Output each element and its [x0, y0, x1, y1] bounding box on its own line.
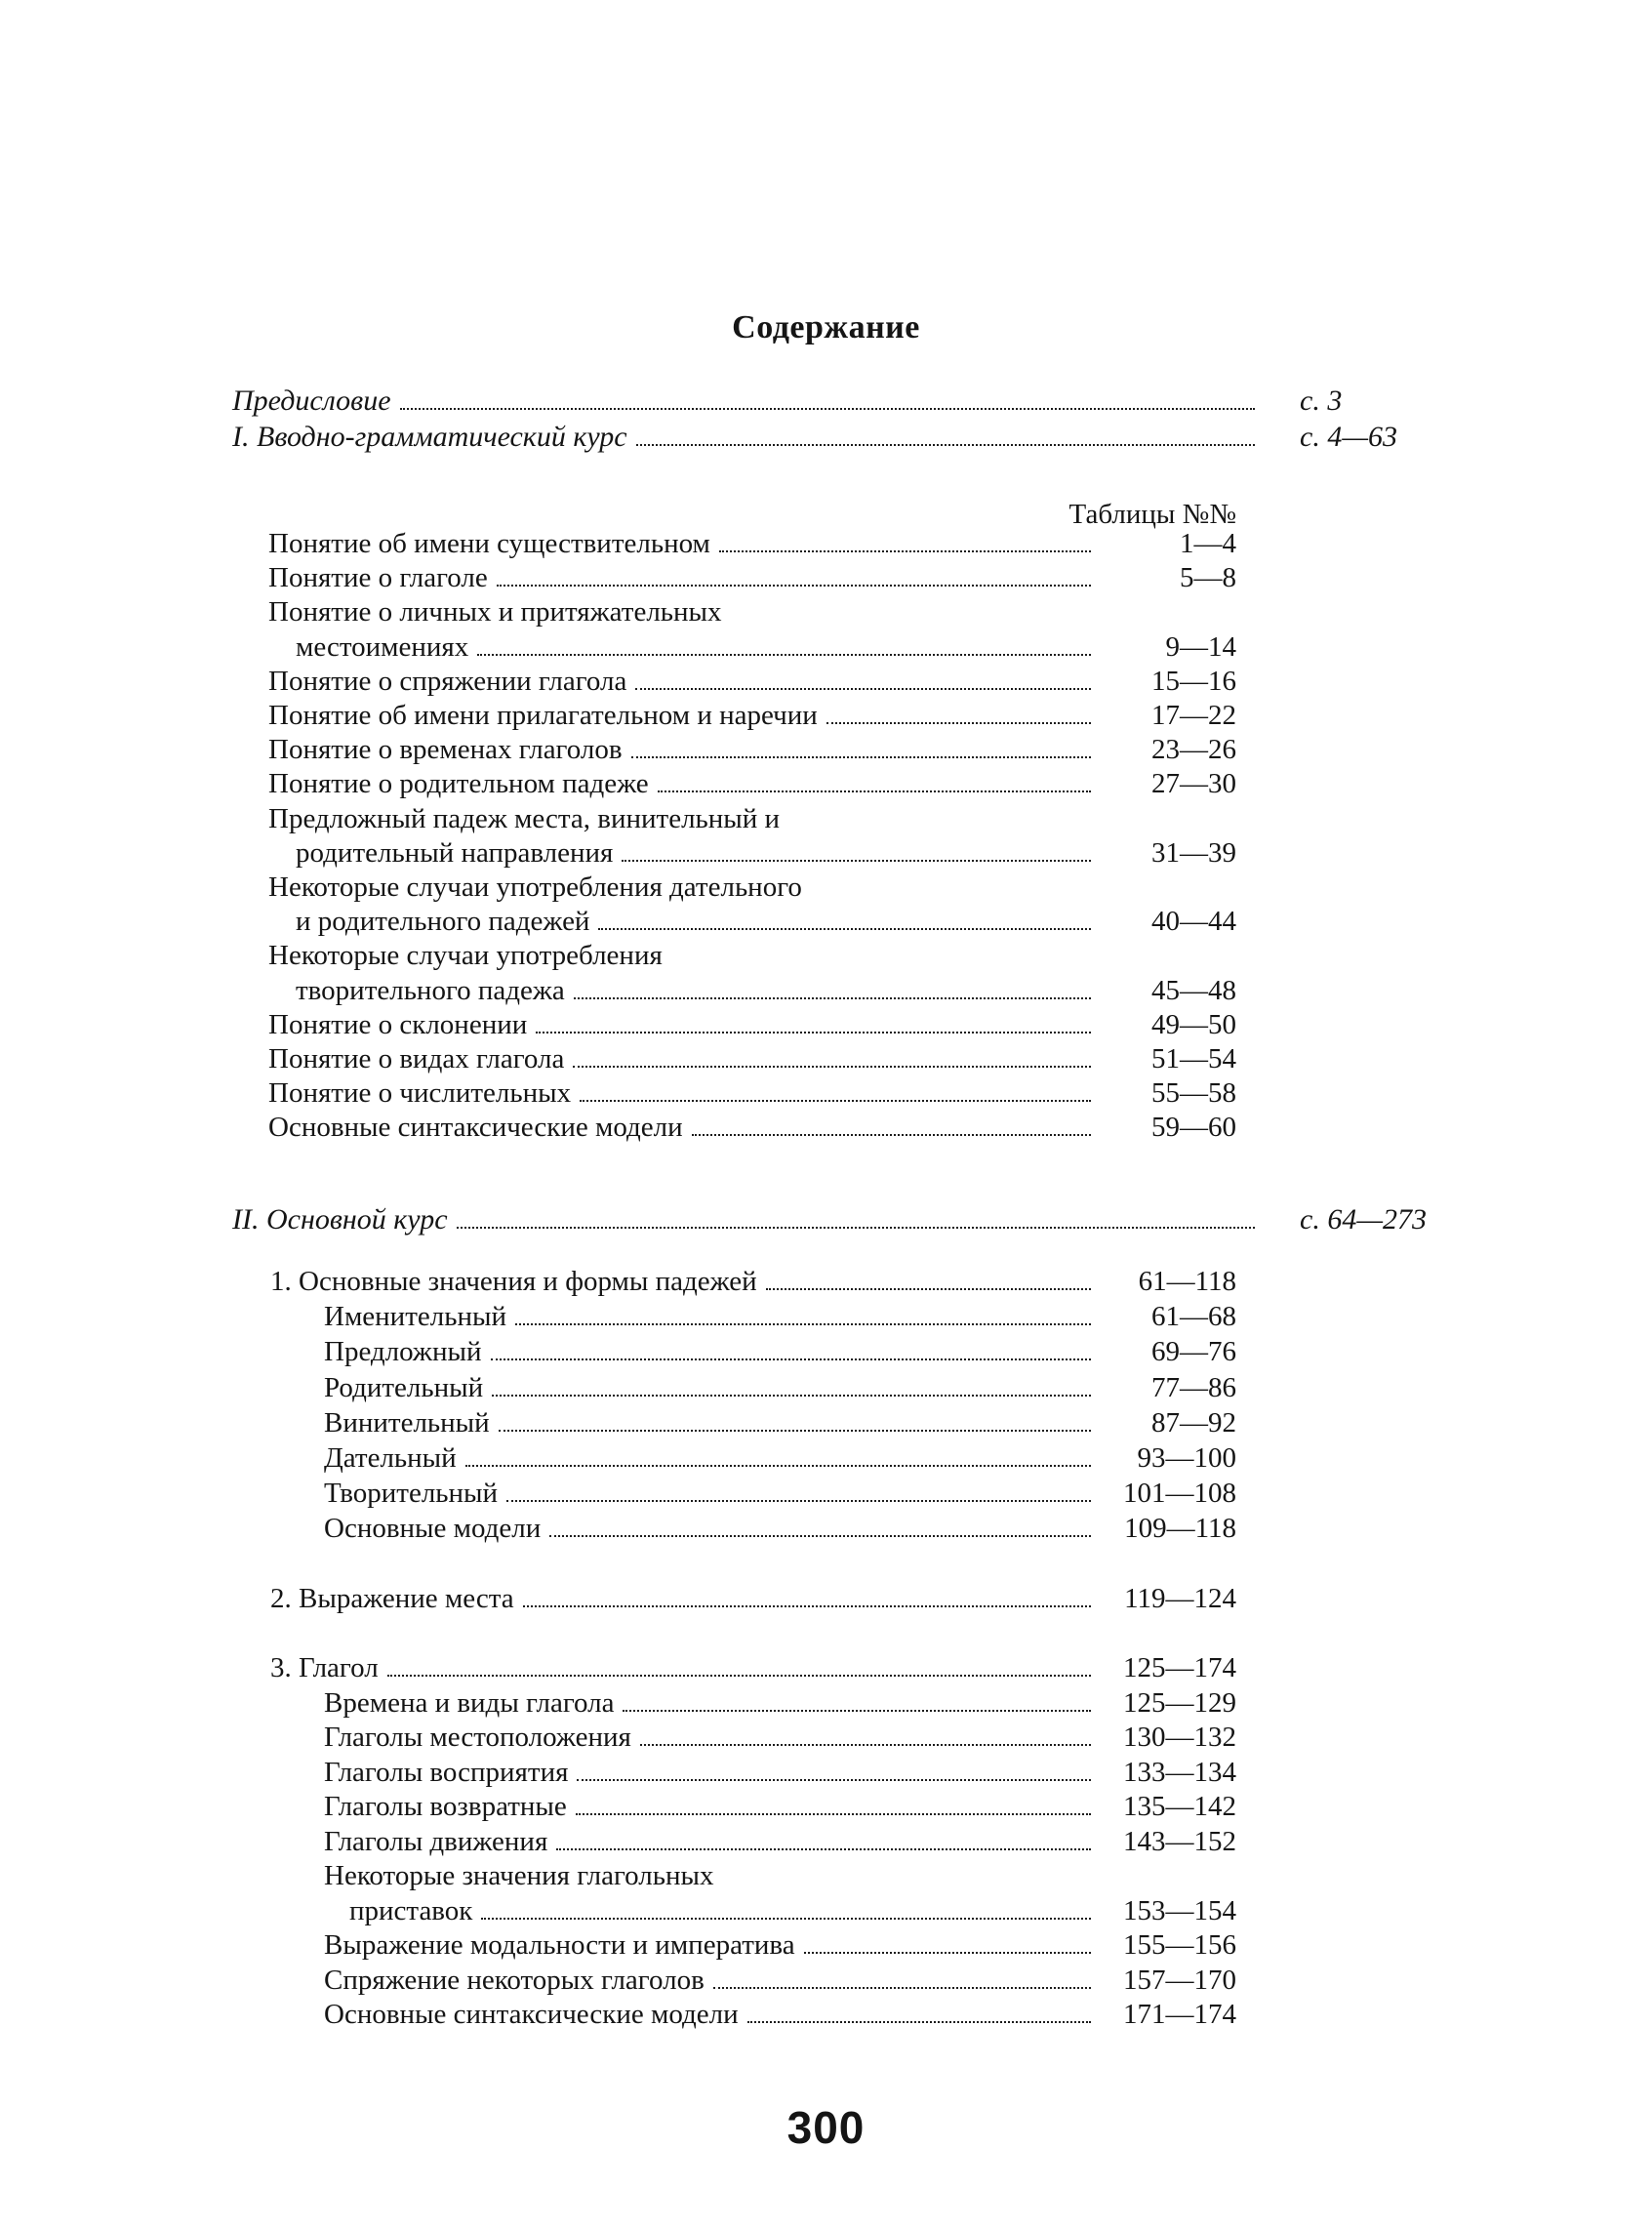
toc-row [0, 1476, 1236, 1511]
dot-leader [573, 1066, 1091, 1068]
dot-leader [640, 1744, 1091, 1746]
table-range: 143—152 [1123, 1825, 1236, 1857]
dot-leader [477, 654, 1091, 656]
toc-row-wrap [0, 595, 1236, 629]
table-range: 101—108 [1123, 1478, 1236, 1510]
toc-entry-label: Предисловие [232, 385, 391, 417]
toc-entry-label: творительного падежа [296, 974, 565, 1006]
intro-block [0, 383, 1652, 455]
toc-entry-label: Глаголы движения [324, 1825, 548, 1857]
toc-row [0, 1825, 1236, 1860]
dot-leader [481, 1918, 1091, 1920]
dot-leader [499, 1430, 1091, 1432]
toc-row [0, 1264, 1236, 1299]
table-range: 31—39 [1151, 836, 1236, 869]
table-range: 59—60 [1151, 1112, 1236, 1144]
dot-leader [577, 1779, 1091, 1781]
toc-entry-label: Основные синтаксические модели [324, 1999, 739, 2030]
toc-row [0, 905, 1236, 939]
toc-row [0, 767, 1236, 801]
toc-row [0, 1686, 1236, 1722]
page-ref: с. 3 [1300, 385, 1343, 417]
dot-leader [766, 1288, 1091, 1290]
toc-entry-label: Творительный [324, 1478, 499, 1510]
toc-entry-label: I. Вводно-грамматический курс [232, 421, 627, 453]
toc-row [0, 699, 1236, 733]
toc-entry-label: Понятие о личных и притяжательных [268, 596, 722, 628]
toc-entry-label: Глаголы местоположения [324, 1722, 631, 1753]
toc-entry-label: 1. Основные значения и формы падежей [270, 1266, 757, 1297]
part1-entries [0, 527, 1652, 1146]
toc-row [0, 1998, 1236, 2033]
dot-leader [576, 1813, 1091, 1815]
table-range: 61—68 [1151, 1301, 1236, 1333]
dot-leader [536, 1032, 1091, 1033]
dot-leader [574, 997, 1091, 999]
dot-leader [719, 550, 1091, 552]
table-range: 9—14 [1165, 630, 1236, 663]
dot-leader [556, 1848, 1091, 1850]
page-title: Содержание [732, 309, 920, 345]
toc-row-part2 [0, 1202, 1427, 1237]
dot-leader [580, 1100, 1091, 1102]
dot-leader [492, 1395, 1091, 1397]
toc-entry-label: Понятие о склонении [268, 1008, 528, 1040]
toc-entry-label: Времена и виды глагола [324, 1686, 615, 1719]
dot-leader [636, 444, 1255, 446]
table-range: 157—170 [1123, 1964, 1236, 1996]
toc-row [0, 665, 1236, 699]
table-range: 155—156 [1123, 1929, 1236, 1961]
toc-entry-label: Основные синтаксические модели [268, 1112, 683, 1144]
table-range: 171—174 [1123, 1999, 1236, 2030]
toc-row [0, 1076, 1236, 1111]
dot-leader [515, 1323, 1091, 1325]
table-range: 5—8 [1180, 562, 1236, 594]
table-range: 93—100 [1137, 1442, 1236, 1475]
toc-row [0, 1790, 1236, 1825]
dot-leader [497, 585, 1091, 587]
table-range: 23—26 [1151, 734, 1236, 766]
table-range: 130—132 [1123, 1722, 1236, 1753]
dot-leader [549, 1535, 1091, 1537]
toc-entry-label: Глаголы возвратные [324, 1791, 567, 1822]
toc-row [0, 1756, 1236, 1791]
toc-row-wrap [0, 802, 1236, 836]
table-range: 27—30 [1151, 768, 1236, 800]
dot-leader [491, 1358, 1092, 1360]
toc-row [0, 1440, 1236, 1476]
page-ref: с. 4—63 [1300, 421, 1397, 453]
page-ref: с. 64—273 [1300, 1203, 1427, 1236]
toc-entry-label: Понятие о родительном падеже [268, 768, 649, 800]
dot-leader [622, 860, 1091, 862]
table-range: 61—118 [1138, 1266, 1236, 1297]
dot-leader [623, 1710, 1091, 1712]
toc-row [0, 1894, 1236, 1929]
part2-group2 [0, 1581, 1652, 1616]
toc-entry-label: Понятие об имени существительном [268, 528, 710, 559]
toc-entry-label: Родительный [324, 1371, 484, 1403]
table-range: 1—4 [1180, 528, 1236, 559]
toc-row [0, 527, 1236, 561]
toc-row [0, 1334, 1236, 1369]
toc-row [0, 1581, 1236, 1616]
dot-leader [598, 928, 1091, 930]
table-range: 69—76 [1151, 1336, 1236, 1368]
dot-leader [506, 1500, 1091, 1502]
toc-row-wrap [0, 939, 1236, 973]
toc-row [0, 1928, 1236, 1964]
dot-leader [457, 1227, 1255, 1229]
dot-leader [387, 1675, 1091, 1677]
toc-row [0, 1405, 1236, 1440]
tables-column-header: Таблицы №№ [1068, 499, 1236, 530]
toc-row [0, 1042, 1236, 1076]
table-range: 109—118 [1124, 1513, 1236, 1545]
toc-entry-label: Дательный [324, 1442, 457, 1475]
toc-row [0, 733, 1236, 767]
toc-entry-label: Понятие о глаголе [268, 562, 488, 594]
part2-heading [0, 1202, 1652, 1237]
table-range: 45—48 [1151, 974, 1236, 1006]
dot-leader [465, 1465, 1091, 1467]
toc-row [0, 1299, 1236, 1334]
toc-entry-label: 2. Выражение места [270, 1583, 514, 1614]
toc-entry-label: Некоторые случаи употребления [268, 940, 663, 972]
table-range: 119—124 [1124, 1583, 1236, 1614]
toc-row-wrap [0, 871, 1236, 905]
toc-row [0, 836, 1236, 871]
part2-group1 [0, 1264, 1652, 1547]
toc-entry-label: Именительный [324, 1301, 506, 1333]
toc-row [0, 974, 1236, 1008]
toc-entry-label: Предложный падеж места, винительный и [268, 802, 781, 834]
toc-entry-label: II. Основной курс [232, 1203, 448, 1236]
table-range: 135—142 [1123, 1791, 1236, 1822]
part2-group3 [0, 1651, 1652, 2033]
toc-entry-label: Понятие об имени прилагательном и наречии [268, 700, 818, 732]
toc-entry-label: Выражение модальности и императива [324, 1929, 795, 1961]
toc-entry-label: приставок [349, 1894, 473, 1926]
toc-row [0, 630, 1236, 665]
dot-leader [804, 1952, 1091, 1954]
toc-entry-label: Винительный [324, 1406, 490, 1439]
toc-row [0, 1721, 1236, 1756]
toc-row [0, 1008, 1236, 1042]
toc-row [0, 561, 1236, 595]
dot-leader [747, 2021, 1091, 2023]
table-range: 17—22 [1151, 700, 1236, 732]
toc-entry-label: Глаголы восприятия [324, 1756, 569, 1788]
table-range: 40—44 [1151, 906, 1236, 938]
dot-leader [400, 408, 1255, 410]
table-range: 49—50 [1151, 1008, 1236, 1040]
table-range: 153—154 [1123, 1894, 1236, 1926]
toc-row-preface [0, 383, 1420, 419]
table-range: 15—16 [1151, 665, 1236, 697]
toc-entry-label: Некоторые значения глагольных [324, 1860, 714, 1891]
table-range: 55—58 [1151, 1077, 1236, 1110]
toc-row [0, 1111, 1236, 1145]
table-range: 77—86 [1151, 1371, 1236, 1403]
toc-entry-label: Понятие о временах глаголов [268, 734, 623, 766]
toc-entry-label: Спряжение некоторых глаголов [324, 1964, 705, 1996]
toc-entry-label: местоимениях [296, 630, 469, 663]
dot-leader [631, 756, 1091, 758]
table-range: 133—134 [1123, 1756, 1236, 1788]
dot-leader [523, 1605, 1091, 1607]
dot-leader [635, 688, 1091, 690]
table-range: 87—92 [1151, 1406, 1236, 1439]
toc-row-wrap [0, 1859, 1236, 1894]
table-range: 125—129 [1123, 1686, 1236, 1719]
toc-row [0, 1511, 1236, 1546]
toc-entry-label: 3. Глагол [270, 1652, 379, 1683]
toc-row [0, 1370, 1236, 1405]
dot-leader [713, 1987, 1091, 1989]
toc-row [0, 1651, 1236, 1686]
toc-entry-label: Предложный [324, 1336, 482, 1368]
table-range: 125—174 [1123, 1652, 1236, 1683]
toc-entry-label: и родительного падежей [296, 906, 590, 938]
toc-entry-label: Основные модели [324, 1513, 542, 1545]
toc-row-part1 [0, 419, 1420, 455]
toc-entry-label: Понятие о видах глагола [268, 1043, 565, 1075]
toc-entry-label: Некоторые случаи употребления дательного [268, 871, 802, 904]
toc-row [0, 1964, 1236, 1999]
dot-leader [692, 1134, 1091, 1136]
toc-entry-label: Понятие о числительных [268, 1077, 572, 1110]
table-range: 51—54 [1151, 1043, 1236, 1075]
dot-leader [658, 790, 1091, 792]
toc-entry-label: родительный направления [296, 836, 614, 869]
dot-leader [826, 722, 1091, 724]
page-number: 300 [786, 2102, 866, 2153]
toc-entry-label: Понятие о спряжении глагола [268, 665, 627, 697]
